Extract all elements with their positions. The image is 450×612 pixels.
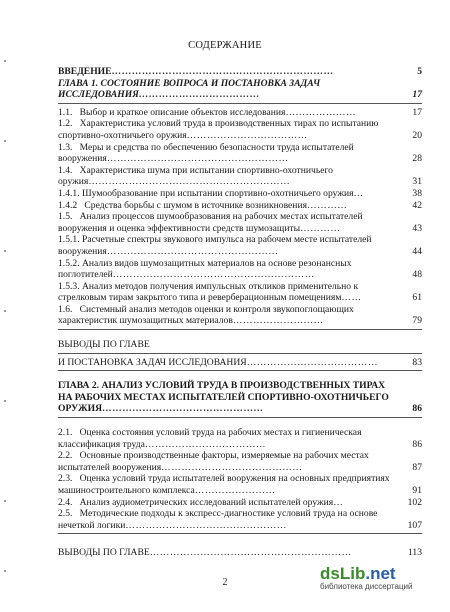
toc-entry: 1.6. Системный анализ методов оценки и контроля звукопоглощающих характеристик шумозащитных материалов……………………… 79 (58, 303, 422, 327)
dslib-watermark-logo[interactable] (320, 564, 440, 604)
toc-page-number: 43 (412, 222, 422, 234)
toc-page-number: 48 (412, 269, 422, 281)
toc-page-number: 113 (407, 547, 422, 559)
toc-entry: 2.4. Анализ аудиометрических исследований испытателей оружия… 102 (58, 496, 422, 508)
divider (58, 353, 422, 354)
toc-entry-conclusions-2: ВЫВОДЫ ПО ГЛАВЕ…………………………………………………… 113 (58, 547, 422, 559)
page-number: 2 (222, 577, 228, 588)
toc-page-number: 107 (407, 519, 422, 531)
toc-entry: 1.5.2. Анализ видов шумозащитных материалов на основе резонансных поглотителей…………………………………………………… 48 (58, 257, 422, 281)
logo-name-part1: dsLib (320, 564, 366, 583)
toc-page-number: 44 (412, 245, 422, 257)
toc-entry: 1.5.3. Анализ методов получения импульсных откликов применительно к стрелковым тирам закрытого типа и реверберационным помещениям…… 61 (58, 280, 422, 304)
toc-page-number: 31 (412, 176, 422, 188)
toc-page-number: 86 (412, 438, 422, 450)
divider (58, 370, 422, 371)
toc-page-number: 61 (412, 292, 422, 304)
toc-entry-conclusions-1: ВЫВОДЫ ПО ГЛАВЕ (58, 339, 150, 351)
toc-entry: 2.2. Основные производственные факторы, измеряемые на рабочих местах испытателей вооружения…………………………………… 87 (58, 450, 422, 473)
toc-entry: 2.3. Оценка условий труда испытателей вооружения на основных предприятиях машиностроительного комплекса…………………… 91 (58, 473, 422, 496)
page-title: СОДЕРЖАНИЕ (188, 40, 262, 51)
toc-page-number: 86 (412, 403, 422, 415)
toc-page-number: 5 (417, 66, 422, 77)
divider (58, 103, 422, 104)
toc-entry: 1.4.1. Шумообразование при испытании спортивно-охотничьего оружия… 38 (58, 187, 422, 199)
toc-page-number: 17 (412, 106, 422, 118)
toc-entry-conclusions-1-cont: И ПОСТАНОВКА ЗАДАЧ ИССЛЕДОВАНИЯ………………………………… 83 (58, 356, 422, 368)
toc-entry: 1.4.2 Средства борьбы с шумом в источнике возникновения………… 42 (58, 199, 422, 211)
divider (58, 533, 422, 534)
toc-entry: 2.1. Оценка состояния условий труда на рабочих местах и гигиеническая классификация труда……………………………… 86 (58, 427, 422, 450)
logo-name-part2: .net (365, 564, 396, 583)
toc-page-number: 42 (412, 199, 422, 211)
toc-entry-chapter-2: ГЛАВА 2. АНАЛИЗ УСЛОВИЙ ТРУДА В ПРОИЗВОДСТВЕННЫХ ТИРАХ НА РАБОЧИХ МЕСТАХ ИСПЫТАТЕЛЕЙ СПОРТИВНО-ОХОТНИЧЬЕГО ОРУЖИЯ………………………………………… 86 (58, 380, 422, 415)
toc-entry: 1.1. Выбор и краткое описание объектов исследования………………… 17 (58, 106, 422, 118)
toc-entry: 1.5. Анализ процессов шумообразования на рабочих местах испытателей вооружения и оценка эффективности средств шумозащиты………… 43 (58, 211, 422, 234)
logo-subtitle: библиотека диссертаций (320, 582, 413, 591)
toc-entry-introduction: ВВЕДЕНИЕ………………………………………………………… 5 (58, 66, 422, 77)
toc-entry: 1.3. Меры и средства по обеспечению безопасности труда испытателей вооружения……………………………………………… 28 (58, 141, 422, 165)
table-of-contents (58, 66, 422, 559)
toc-entry: 1.2. Характеристика условий труда в производственных тирах по испытанию спортивно-охотничьего оружия……………………………… 20 (58, 118, 422, 141)
toc-page-number: 102 (407, 496, 422, 508)
toc-entry-chapter-1: ГЛАВА 1. СОСТОЯНИЕ ВОПРОСА И ПОСТАНОВКА ЗАДАЧ ИССЛЕДОВАНИЯ……………………………… 17 (58, 77, 422, 101)
toc-entry: 1.4. Характеристика шума при испытании спортивно-охотничьего оружия…………………………………………………… 31 (58, 164, 422, 188)
toc-page-number: 38 (412, 187, 422, 199)
toc-page-number: 79 (412, 315, 422, 327)
divider (58, 329, 422, 330)
toc-entry: 1.5.1. Расчетные спектры звукового импульса на рабочем месте испытателей вооружения…………………………………………… 44 (58, 234, 422, 257)
scan-margin-marks (2, 60, 8, 580)
toc-page-number: 20 (412, 129, 422, 141)
divider (58, 417, 422, 418)
toc-page-number: 87 (412, 461, 422, 473)
toc-page-number: 17 (412, 89, 422, 101)
toc-page-number: 91 (412, 485, 422, 496)
toc-page-number: 28 (412, 153, 422, 165)
toc-entry: 2.5. Методические подходы к экспресс-диагностике условий труда на основе нечеткой логики………………………………………… 107 (58, 508, 422, 531)
toc-page-number: 83 (412, 356, 422, 368)
